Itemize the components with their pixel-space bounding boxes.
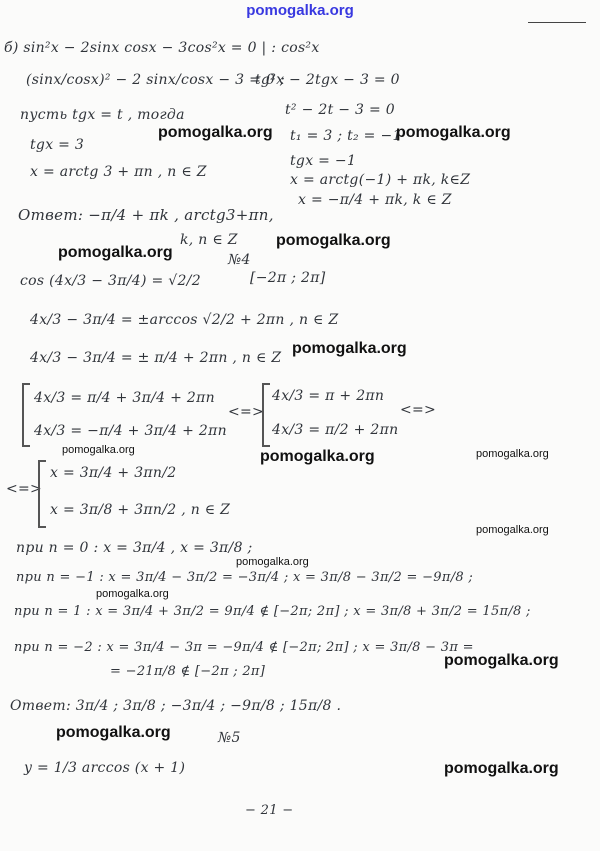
substitution-line: при n = 1 : x = 3π/4 + 3π/2 = 9π/4 ∉ [−2π; 2π] ; x = 3π/8 + 3π/2 = 15π/8 ; bbox=[14, 604, 531, 619]
equation-line: cos (4x/3 − 3π/4) = √2/2 bbox=[20, 273, 201, 289]
equation-line: x = arctg 3 + πn , n ∈ Z bbox=[30, 164, 207, 180]
equation-line: t₁ = 3 ; t₂ = −1 bbox=[290, 128, 402, 144]
equation-line: tgx = 3 bbox=[30, 137, 85, 153]
watermark: pomogalka.org bbox=[444, 652, 559, 669]
equation-line: x = −π/4 + πk, k ∈ Z bbox=[298, 192, 452, 208]
watermark: pomogalka.org bbox=[396, 124, 511, 141]
watermark: pomogalka.org bbox=[236, 556, 309, 568]
watermark: pomogalka.org bbox=[260, 448, 375, 465]
equation-line: 4x/3 = −π/4 + 3π/4 + 2πn bbox=[34, 423, 227, 439]
equation-line: (sinx/cosx)² − 2 sinx/cosx − 3 = 0 ; bbox=[26, 72, 285, 88]
equation-line: 4x/3 − 3π/4 = ± π/4 + 2πn , n ∈ Z bbox=[30, 350, 282, 366]
watermark: pomogalka.org bbox=[62, 444, 135, 456]
substitution-line: при n = −1 : x = 3π/4 − 3π/2 = −3π/4 ; x = 3π/8 − 3π/2 = −9π/8 ; bbox=[16, 570, 474, 585]
answer-line: Ответ: −π/4 + πk , arctg3+πn, bbox=[18, 206, 274, 224]
header-rule bbox=[528, 22, 586, 23]
equation-line: x = 3π/8 + 3πn/2 , n ∈ Z bbox=[50, 502, 231, 518]
watermark: pomogalka.org bbox=[58, 244, 173, 261]
answer-line: Ответ: 3π/4 ; 3π/8 ; −3π/4 ; −9π/8 ; 15π/8 . bbox=[10, 698, 342, 714]
substitution-line: = −21π/8 ∉ [−2π ; 2π] bbox=[110, 664, 266, 679]
equation-line: 4x/3 = π/2 + 2πn bbox=[272, 422, 399, 438]
equation-line: б) sin²x − 2sinx cosx − 3cos²x = 0 | : cos²x bbox=[4, 40, 320, 56]
equation-line: x = 3π/4 + 3πn/2 bbox=[50, 465, 177, 481]
equation-line: 4x/3 − 3π/4 = ±arccos √2/2 + 2πn , n ∈ Z bbox=[30, 312, 339, 328]
interval: [−2π ; 2π] bbox=[250, 270, 326, 286]
system-brace bbox=[22, 383, 30, 447]
watermark: pomogalka.org bbox=[158, 124, 273, 141]
watermark: pomogalka.org bbox=[476, 524, 549, 536]
equation-line: 4x/3 = π + 2πn bbox=[272, 388, 385, 404]
equivalence-sign: <=> bbox=[400, 402, 437, 418]
watermark: pomogalka.org bbox=[96, 588, 169, 600]
equivalence-sign: <=> bbox=[228, 404, 265, 420]
watermark: pomogalka.org bbox=[276, 232, 391, 249]
equation-line: tgx = −1 bbox=[290, 153, 357, 169]
problem-number: №5 bbox=[218, 730, 241, 746]
problem-number: №4 bbox=[228, 252, 251, 268]
system-brace bbox=[38, 460, 46, 528]
page-number: − 21 − bbox=[245, 803, 294, 818]
watermark: pomogalka.org bbox=[476, 448, 549, 460]
equation-line: 4x/3 = π/4 + 3π/4 + 2πn bbox=[34, 390, 215, 406]
equation-line: x = arctg(−1) + πk, k∈Z bbox=[290, 172, 471, 188]
equation-line: y = 1/3 arccos (x + 1) bbox=[24, 760, 186, 776]
answer-line: k, n ∈ Z bbox=[180, 232, 238, 248]
watermark: pomogalka.org bbox=[444, 760, 559, 777]
equivalence-sign: <=> bbox=[6, 481, 43, 497]
equation-line: пусть tgx = t , тогда bbox=[20, 107, 185, 123]
site-header-watermark: pomogalka.org bbox=[246, 2, 354, 19]
substitution-line: при n = −2 : x = 3π/4 − 3π = −9π/4 ∉ [−2π; 2π] ; x = 3π/8 − 3π = bbox=[14, 640, 474, 655]
watermark: pomogalka.org bbox=[56, 724, 171, 741]
watermark: pomogalka.org bbox=[292, 340, 407, 357]
substitution-line: при n = 0 : x = 3π/4 , x = 3π/8 ; bbox=[16, 540, 253, 556]
system-brace bbox=[262, 383, 270, 447]
equation-line: t² − 2t − 3 = 0 bbox=[285, 102, 395, 118]
equation-line: tg²x − 2tgx − 3 = 0 bbox=[255, 72, 400, 88]
